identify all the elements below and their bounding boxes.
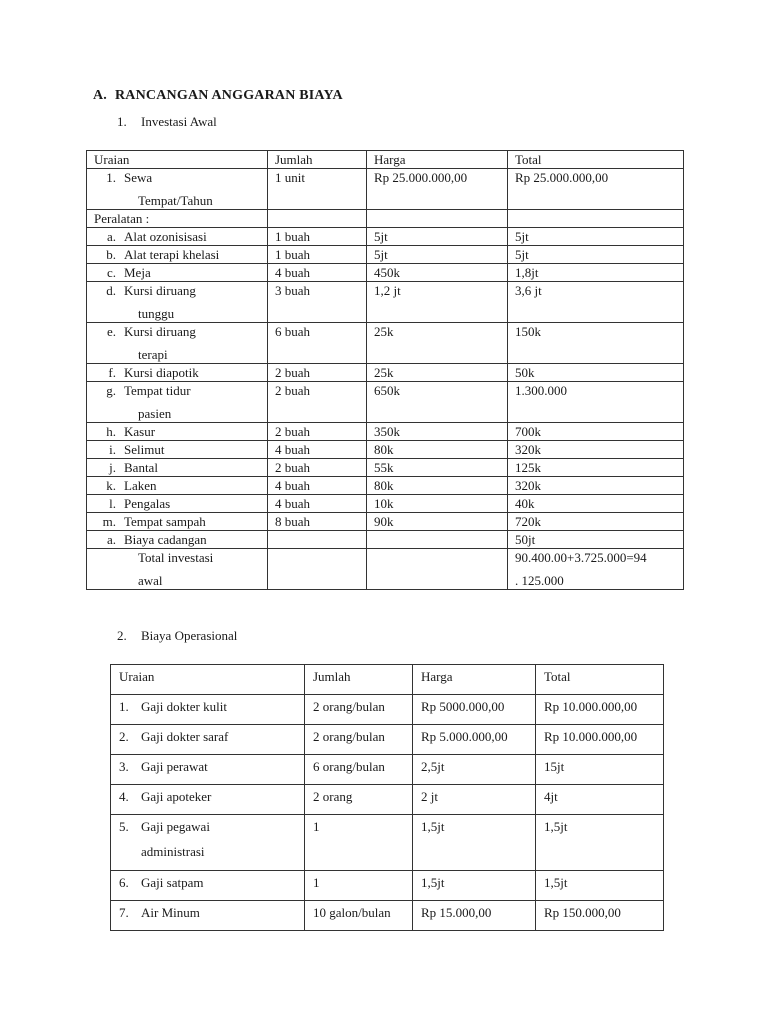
jumlah-cell: 4 buah (268, 477, 367, 495)
total-cell (508, 210, 684, 228)
uraian-text: Air Minum (141, 905, 200, 920)
table-row (87, 459, 684, 477)
table-row (87, 382, 684, 423)
total-label: Total investasi (138, 550, 214, 565)
row-marker: 5. (119, 819, 129, 834)
table-row (87, 169, 684, 210)
jumlah-cell (268, 210, 367, 228)
uraian-cell (111, 815, 305, 871)
uraian-cell (111, 871, 305, 901)
jumlah-cell: 6 buah (268, 323, 367, 364)
row-marker: 6. (119, 875, 129, 890)
harga-cell: 90k (367, 513, 508, 531)
harga-cell: 2 jt (413, 785, 536, 815)
table-row (87, 264, 684, 282)
jumlah-cell (268, 531, 367, 549)
harga-cell: 1,5jt (413, 815, 536, 871)
harga-cell: 5jt (367, 246, 508, 264)
uraian-cell (87, 513, 268, 531)
row-marker: b. (106, 247, 116, 262)
header-jumlah: Jumlah (305, 665, 413, 695)
header-uraian: Uraian (111, 665, 305, 695)
uraian-cell (87, 228, 268, 246)
section-investasi-awal (117, 114, 217, 130)
total-cell: Rp 10.000.000,00 (536, 725, 664, 755)
row-marker: i. (109, 442, 116, 457)
jumlah-cell: 1 (305, 871, 413, 901)
total-cell: 5jt (508, 228, 684, 246)
section-title: Investasi Awal (141, 114, 217, 129)
total-cell: 700k (508, 423, 684, 441)
row-marker: d. (106, 283, 116, 298)
uraian-text-cont: tunggu (138, 306, 175, 321)
uraian-text: Tempat tidur (124, 383, 191, 398)
harga-cell: 80k (367, 477, 508, 495)
uraian-cell (87, 459, 268, 477)
total-cell: 3,6 jt (508, 282, 684, 323)
uraian-cell (87, 364, 268, 382)
jumlah-cell (268, 549, 367, 590)
uraian-cell (87, 477, 268, 495)
uraian-text: Kursi diruang (124, 324, 196, 339)
section-title: Biaya Operasional (141, 628, 238, 643)
jumlah-cell: 1 buah (268, 246, 367, 264)
table-row (87, 513, 684, 531)
uraian-text: Tempat sampah (124, 514, 206, 529)
table-row (87, 477, 684, 495)
uraian-text: Selimut (124, 442, 165, 457)
uraian-cell (111, 755, 305, 785)
jumlah-cell: 10 galon/bulan (305, 901, 413, 931)
uraian-text: Kursi diapotik (124, 365, 199, 380)
uraian-cell (87, 423, 268, 441)
harga-cell: 80k (367, 441, 508, 459)
uraian-text: Gaji pegawai (141, 819, 210, 834)
uraian-text: Gaji apoteker (141, 789, 212, 804)
uraian-cell (111, 785, 305, 815)
uraian-cell (87, 246, 268, 264)
uraian-text-cont: Tempat/Tahun (138, 193, 213, 208)
total-cell: Rp 25.000.000,00 (508, 169, 684, 210)
jumlah-cell: 1 (305, 815, 413, 871)
total-cell: Rp 10.000.000,00 (536, 695, 664, 725)
table-row (87, 364, 684, 382)
total-cell: 720k (508, 513, 684, 531)
investasi-awal-table (86, 150, 684, 590)
uraian-text: Gaji perawat (141, 759, 208, 774)
row-marker: 3. (119, 759, 129, 774)
total-cell: 320k (508, 477, 684, 495)
uraian-cell (87, 495, 268, 513)
uraian-text: Meja (124, 265, 151, 280)
harga-cell: 450k (367, 264, 508, 282)
table-row (111, 755, 664, 785)
total-value: 90.400.00+3.725.000=94 (515, 550, 647, 565)
table-row (87, 282, 684, 323)
total-value-cell (508, 549, 684, 590)
uraian-text: Gaji dokter saraf (141, 729, 229, 744)
jumlah-cell: 4 buah (268, 495, 367, 513)
row-marker: 1. (119, 699, 129, 714)
uraian-text: Laken (124, 478, 157, 493)
row-marker: 4. (119, 789, 129, 804)
uraian-cell (87, 169, 268, 210)
harga-cell: 1,2 jt (367, 282, 508, 323)
header-uraian: Uraian (87, 151, 268, 169)
heading-letter: A. (93, 88, 108, 103)
total-cell: 1,5jt (536, 871, 664, 901)
uraian-text: Pengalas (124, 496, 171, 511)
total-cell: 150k (508, 323, 684, 364)
table-row (111, 871, 664, 901)
table-row (87, 495, 684, 513)
jumlah-cell: 6 orang/bulan (305, 755, 413, 785)
header-jumlah: Jumlah (268, 151, 367, 169)
uraian-text: Biaya cadangan (124, 532, 207, 547)
table-row (87, 531, 684, 549)
total-label-cell (87, 549, 268, 590)
uraian-text: Sewa (124, 170, 153, 185)
total-cell: 320k (508, 441, 684, 459)
uraian-cell (87, 382, 268, 423)
table-row (87, 210, 684, 228)
total-value-cont: . 125.000 (515, 573, 564, 588)
row-marker: e. (106, 324, 116, 339)
table-row (111, 815, 664, 871)
row-marker: g. (106, 383, 116, 398)
section-number: 2. (117, 628, 127, 643)
jumlah-cell: 4 buah (268, 441, 367, 459)
uraian-text: Kursi diruang (124, 283, 196, 298)
harga-cell: 10k (367, 495, 508, 513)
uraian-cell (87, 323, 268, 364)
uraian-text: Gaji satpam (141, 875, 204, 890)
uraian-text-cont: administrasi (141, 844, 205, 859)
harga-cell: 1,5jt (413, 871, 536, 901)
jumlah-cell: 2 buah (268, 382, 367, 423)
row-marker: 7. (119, 905, 129, 920)
jumlah-cell: 2 buah (268, 364, 367, 382)
jumlah-cell: 2 orang (305, 785, 413, 815)
table-row (111, 725, 664, 755)
harga-cell: 350k (367, 423, 508, 441)
peralatan-label: Peralatan : (87, 210, 268, 228)
uraian-text: Alat terapi khelasi (124, 247, 220, 262)
table-row (87, 228, 684, 246)
harga-cell: Rp 25.000.000,00 (367, 169, 508, 210)
row-marker: 2. (119, 729, 129, 744)
total-cell: 1,8jt (508, 264, 684, 282)
jumlah-cell: 2 buah (268, 459, 367, 477)
harga-cell: 650k (367, 382, 508, 423)
row-marker: l. (109, 496, 116, 511)
section-number: 1. (117, 114, 127, 129)
harga-cell: 5jt (367, 228, 508, 246)
jumlah-cell: 4 buah (268, 264, 367, 282)
table-row (87, 323, 684, 364)
table-total-row (87, 549, 684, 590)
row-marker: 1. (106, 170, 116, 185)
jumlah-cell: 1 unit (268, 169, 367, 210)
total-cell: 1.300.000 (508, 382, 684, 423)
table-row (87, 423, 684, 441)
table-header-row (111, 665, 664, 695)
row-marker: a. (106, 532, 116, 547)
total-cell: 4jt (536, 785, 664, 815)
row-marker: c. (106, 265, 116, 280)
harga-cell: 55k (367, 459, 508, 477)
jumlah-cell: 2 buah (268, 423, 367, 441)
total-label-cont: awal (138, 573, 163, 588)
uraian-text: Kasur (124, 424, 156, 439)
header-total: Total (536, 665, 664, 695)
row-marker: j. (109, 460, 116, 475)
uraian-cell (87, 531, 268, 549)
total-cell: 50k (508, 364, 684, 382)
table-row (87, 246, 684, 264)
uraian-cell (87, 264, 268, 282)
harga-cell: Rp 5000.000,00 (413, 695, 536, 725)
harga-cell: Rp 5.000.000,00 (413, 725, 536, 755)
row-marker: h. (106, 424, 116, 439)
uraian-cell (111, 725, 305, 755)
uraian-text-cont: terapi (138, 347, 168, 362)
row-marker: m. (102, 514, 116, 529)
harga-cell (367, 549, 508, 590)
total-cell: 5jt (508, 246, 684, 264)
jumlah-cell: 1 buah (268, 228, 367, 246)
heading-title: RANCANGAN ANGGARAN BIAYA (115, 88, 343, 103)
total-cell: 125k (508, 459, 684, 477)
jumlah-cell: 2 orang/bulan (305, 725, 413, 755)
harga-cell: 25k (367, 323, 508, 364)
uraian-cell (87, 441, 268, 459)
total-cell: 1,5jt (536, 815, 664, 871)
jumlah-cell: 3 buah (268, 282, 367, 323)
row-marker: a. (106, 229, 116, 244)
table-row (87, 441, 684, 459)
table-row (111, 785, 664, 815)
total-cell: 15jt (536, 755, 664, 785)
table-row (111, 901, 664, 931)
harga-cell (367, 210, 508, 228)
uraian-cell (87, 282, 268, 323)
total-cell: 40k (508, 495, 684, 513)
table-row (111, 695, 664, 725)
harga-cell: 2,5jt (413, 755, 536, 785)
harga-cell: 25k (367, 364, 508, 382)
row-marker: f. (108, 365, 116, 380)
harga-cell: Rp 15.000,00 (413, 901, 536, 931)
uraian-text: Bantal (124, 460, 158, 475)
document-heading (93, 88, 343, 104)
uraian-cell (111, 695, 305, 725)
total-cell: 50jt (508, 531, 684, 549)
header-harga: Harga (367, 151, 508, 169)
section-biaya-operasional (117, 628, 237, 644)
jumlah-cell: 2 orang/bulan (305, 695, 413, 725)
uraian-cell (111, 901, 305, 931)
biaya-operasional-table (110, 664, 664, 931)
total-cell: Rp 150.000,00 (536, 901, 664, 931)
uraian-text-cont: pasien (138, 406, 172, 421)
uraian-text: Alat ozonisisasi (124, 229, 207, 244)
row-marker: k. (106, 478, 116, 493)
uraian-text: Gaji dokter kulit (141, 699, 227, 714)
header-harga: Harga (413, 665, 536, 695)
jumlah-cell: 8 buah (268, 513, 367, 531)
harga-cell (367, 531, 508, 549)
table-header-row (87, 151, 684, 169)
header-total: Total (508, 151, 684, 169)
